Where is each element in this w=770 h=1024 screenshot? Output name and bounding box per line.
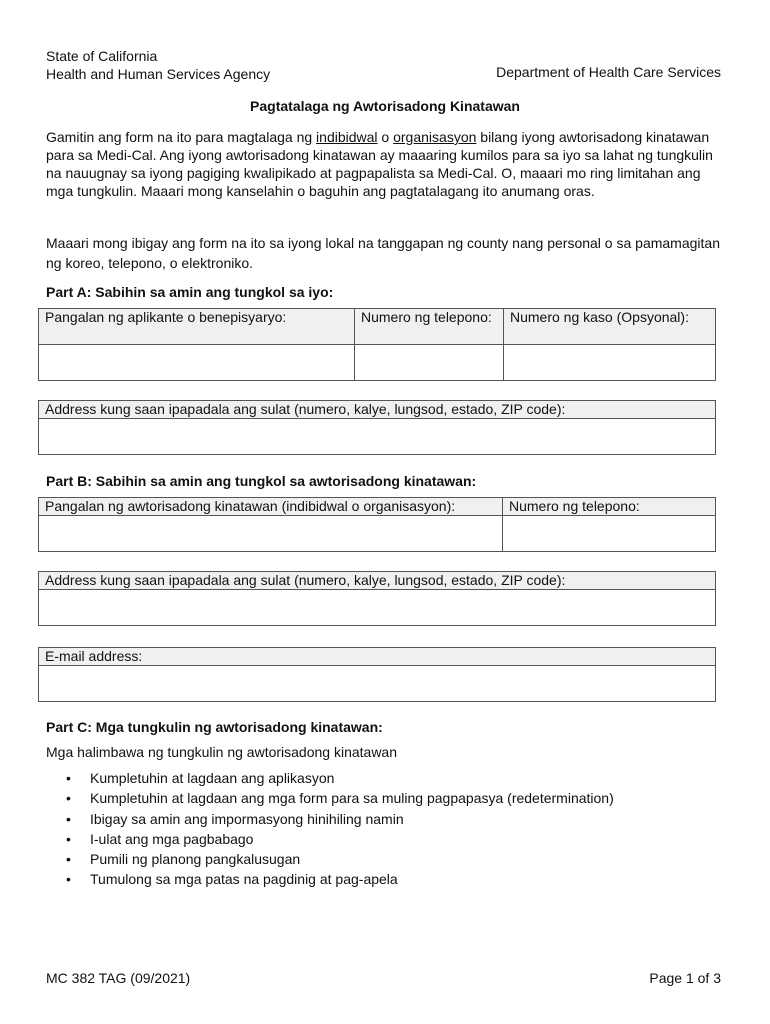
list-item: • I-ulat ang mga pagbabago — [46, 829, 614, 849]
footer-form-id: MC 382 TAG (09/2021) — [46, 970, 191, 986]
list-item: • Kumpletuhin at lagdaan ang mga form para sa muling pagpapasya (redetermination) — [46, 788, 614, 808]
applicant-case-label: Numero ng kaso (Opsyonal): — [504, 309, 716, 345]
list-item: • Tumulong sa mga patas na pagdinig at pag-apela — [46, 869, 614, 889]
representative-phone-label: Numero ng telepono: — [503, 498, 716, 516]
representative-name-field[interactable] — [39, 516, 503, 552]
applicant-phone-field[interactable] — [355, 345, 504, 381]
part-b-representative-table — [38, 497, 716, 552]
part-b-address-table — [38, 571, 716, 626]
list-item: • Ibigay sa amin ang impormasyong hinihiling namin — [46, 809, 614, 829]
representative-name-label: Pangalan ng awtorisadong kinatawan (indibidwal o organisasyon): — [39, 498, 503, 516]
header-state: State of California — [46, 48, 158, 64]
intro-paragraph-1: Gamitin ang form na ito para magtalaga ng indibidwal o organisasyon bilang iyong awtorisadong kinatawan para sa Medi-Cal. Ang iyong awtorisadong kinatawan ay maaaring kumilos para sa iyo sa lahat ng tungkulin na nauugnay sa iyong pagiging kwalipikado at pagpapalista sa Medi-Cal. O, maaari mo ring limitahan ang mga tungkulin. Maaari mong kanselahin o baguhin ang pagtatalagang ito anumang oras. — [46, 129, 713, 199]
applicant-phone-label: Numero ng telepono: — [355, 309, 504, 345]
applicant-name-label: Pangalan ng aplikante o benepisyaryo: — [39, 309, 355, 345]
part-a-applicant-table — [38, 308, 716, 381]
intro-paragraph-2: Maaari mong ibigay ang form na ito sa iyong lokal na tanggapan ng county nang personal o sa pamamagitan ng koreo, telepono, o elektroniko. — [46, 235, 720, 271]
header-agency: Health and Human Services Agency — [46, 66, 271, 82]
representative-address-field[interactable] — [39, 590, 716, 626]
applicant-name-field[interactable] — [39, 345, 355, 381]
part-c-subheading: Mga halimbawa ng tungkulin ng awtorisadong kinatawan — [46, 744, 397, 760]
representative-address-label: Address kung saan ipapadala ang sulat (numero, kalye, lungsod, estado, ZIP code): — [39, 572, 716, 590]
part-c-heading: Part C: Mga tungkulin ng awtorisadong kinatawan: — [46, 719, 383, 735]
applicant-address-field[interactable] — [39, 419, 716, 455]
underlined-indibidwal: indibidwal — [316, 129, 378, 145]
header-department: Department of Health Care Services — [496, 64, 721, 80]
representative-phone-field[interactable] — [503, 516, 716, 552]
part-a-heading: Part A: Sabihin sa amin ang tungkol sa iyo: — [46, 284, 334, 300]
representative-email-label: E-mail address: — [39, 648, 716, 666]
underlined-organisasyon: organisasyon — [393, 129, 477, 145]
list-item: • Kumpletuhin at lagdaan ang aplikasyon — [46, 768, 614, 788]
part-b-email-table — [38, 647, 716, 702]
part-c-duties-list — [46, 768, 614, 890]
page-title: Pagtatalaga ng Awtorisadong Kinatawan — [250, 98, 520, 114]
applicant-address-label: Address kung saan ipapadala ang sulat (numero, kalye, lungsod, estado, ZIP code): — [39, 401, 716, 419]
part-a-address-table — [38, 400, 716, 455]
representative-email-field[interactable] — [39, 666, 716, 702]
list-item: • Pumili ng planong pangkalusugan — [46, 849, 614, 869]
part-b-heading: Part B: Sabihin sa amin ang tungkol sa awtorisadong kinatawan: — [46, 473, 477, 489]
footer-page-number: Page 1 of 3 — [649, 970, 721, 986]
applicant-case-field[interactable] — [504, 345, 716, 381]
